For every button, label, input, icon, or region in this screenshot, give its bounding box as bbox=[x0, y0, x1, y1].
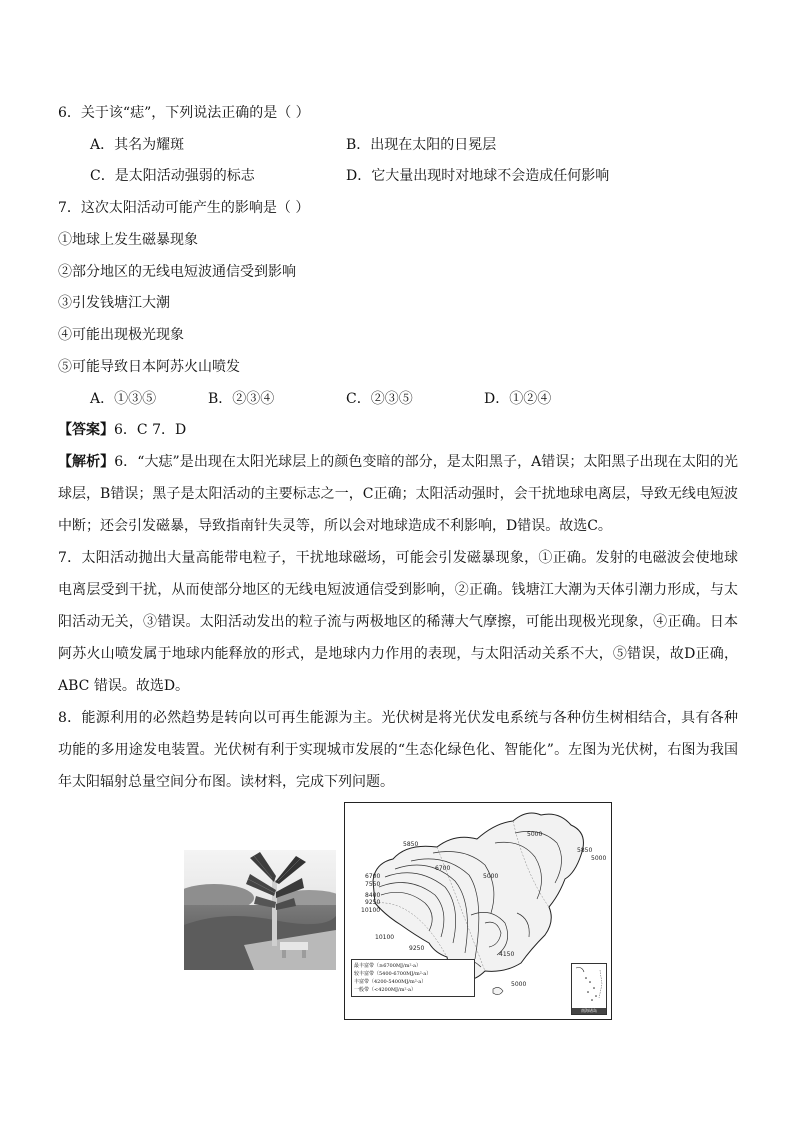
q6-option-a: A．其名为耀斑 bbox=[90, 137, 185, 153]
contour-label: 6700 bbox=[365, 873, 381, 880]
q6-stem: 6．关于该“痣”，下列说法正确的是（ ） bbox=[58, 105, 310, 121]
q7-item-5: ⑤可能导致日本阿苏火山喷发 bbox=[58, 359, 240, 375]
contour-label: 9250 bbox=[365, 899, 381, 906]
q7-option-d: D．①②④ bbox=[484, 391, 552, 407]
answer-line bbox=[58, 420, 186, 440]
contour-label: 5850 bbox=[403, 841, 419, 848]
inset-drawing bbox=[572, 964, 606, 1008]
contour-label: 9250 bbox=[409, 945, 425, 952]
q6-option-b: B．出现在太阳的日冕层 bbox=[346, 137, 497, 153]
answer-text: 6．C 7．D bbox=[114, 422, 187, 438]
contour-label: 8400 bbox=[365, 892, 381, 899]
solar-radiation-map bbox=[344, 802, 612, 1020]
contour-label: 10100 bbox=[361, 907, 381, 914]
photovoltaic-tree-photo bbox=[184, 850, 336, 970]
contour-label: 5000 bbox=[527, 831, 543, 838]
analysis-q6-text: 6．“大痣”是出现在太阳光球层上的颜色变暗的部分，是太阳黑子，A错误；太阳黑子出现在太阳的光球层，B错误；黑子是太阳活动的主要标志之一，C正确；太阳活动强时，会干扰地球电离层，导致无线电短波中断；还会引发磁暴，导致指南针失灵等，所以会对地球造成不利影响，D错误。故选C。 bbox=[58, 454, 738, 534]
analysis-label: 【解析】 bbox=[58, 454, 115, 470]
legend-item: 较丰富带（5400-6700MJ/m²·a） bbox=[354, 971, 432, 977]
q8-stem: 8．能源利用的必然趋势是转向以可再生能源为主。光伏树是将光伏发电系统与各种仿生树相结合，具有各种功能的多用途发电装置。光伏树有利于实现城市发展的“生态化绿色化、智能化”。左图为光伏树，右图为我国年太阳辐射总量空间分布图。读材料，完成下列问题。 bbox=[58, 710, 738, 790]
contour-label: 7550 bbox=[365, 881, 381, 888]
map-legend bbox=[351, 959, 475, 997]
q6-option-d: D．它大量出现时对地球不会造成任何影响 bbox=[346, 168, 610, 184]
contour-label: 10100 bbox=[375, 934, 395, 941]
answer-label: 【答案】 bbox=[58, 422, 114, 438]
q7-option-c: C．②③⑤ bbox=[346, 391, 413, 407]
legend-item: 最丰富带（≥6700MJ/m²·a） bbox=[354, 963, 422, 969]
inset-label: 南海诸岛 bbox=[572, 1008, 606, 1014]
contour-label: 4150 bbox=[499, 951, 515, 958]
contour-label: 5000 bbox=[591, 855, 607, 862]
contour-label: 5000 bbox=[511, 981, 527, 988]
south-china-sea-inset bbox=[571, 963, 607, 1015]
legend-item: 一般带（<4200MJ/m²·a） bbox=[354, 987, 417, 993]
q7-item-1: ①地球上发生磁暴现象 bbox=[58, 232, 198, 248]
q7-option-b: B．②③④ bbox=[208, 391, 275, 407]
contour-label: 6700 bbox=[435, 865, 451, 872]
q7-option-a: A．①③⑤ bbox=[90, 391, 157, 407]
legend-item: 丰富带（4200-5400MJ/m²·a） bbox=[354, 979, 427, 985]
q7-item-4: ④可能出现极光现象 bbox=[58, 327, 184, 343]
q7-stem: 7．这次太阳活动可能产生的影响是（ ） bbox=[58, 200, 310, 216]
analysis-q6 bbox=[58, 446, 738, 542]
contour-label: 5000 bbox=[483, 873, 499, 880]
contour-label: 5850 bbox=[577, 847, 593, 854]
q7-item-3: ③引发钱塘江大潮 bbox=[58, 295, 170, 311]
q7-item-2: ②部分地区的无线电短波通信受到影响 bbox=[58, 264, 296, 280]
q6-option-c: C．是太阳活动强弱的标志 bbox=[90, 168, 255, 184]
photovoltaic-tree-illustration bbox=[184, 850, 336, 970]
analysis-q7: 7．太阳活动抛出大量高能带电粒子，干扰地球磁场，可能会引发磁暴现象，①正确。发射的电磁波会使地球电离层受到干扰，从而使部分地区的无线电短波通信受到影响，②正确。钱塘江大潮为天体引潮力形成，与太阳活动无关，③错误。太阳活动发出的粒子流与两极地区的稀薄大气摩擦，可能出现极光现象，④正确。日本阿苏火山喷发属于地球内能释放的形式，是地球内力作用的表现，与太阳活动关系不大，⑤错误，故D正确，ABC 错误。故选D。 bbox=[58, 550, 738, 694]
